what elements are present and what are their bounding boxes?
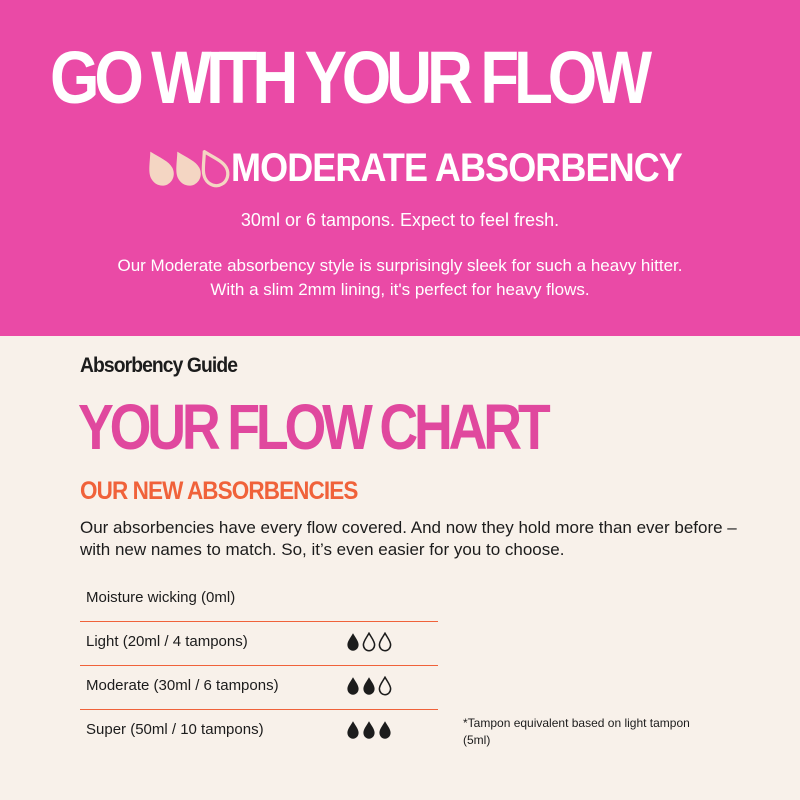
absorbency-row [80,622,438,666]
absorbency-row-label: Light (20ml / 4 tampons) [86,633,248,650]
absorbency-row-label: Moderate (30ml / 6 tampons) [86,677,279,694]
drop-outline-icon [378,676,392,696]
drop-filled-icon [362,676,376,696]
drop-filled-icon [362,720,376,740]
hero-title: GO WITH YOUR FLOW [50,36,647,119]
drop-filled-icon [346,676,360,696]
absorbency-description: Our Moderate absorbency style is surprisingly sleek for such a heavy hitter. With a slim 2mm lining, it's perfect for heavy flows. [117,256,683,299]
absorbency-row [80,578,438,622]
guide-label: Absorbency Guide [80,354,238,377]
absorbency-row [80,666,438,710]
drop-outline-icon [378,632,392,652]
absorbency-row-label: Moisture wicking (0ml) [86,589,236,606]
drop-filled-icon [346,720,360,740]
drop-filled-icon [346,632,360,652]
drop-outline-icon [362,632,376,652]
hero-banner [0,0,800,336]
absorbency-level-title: MODERATE ABSORBENCY [231,145,682,190]
absorbency-table [80,578,438,754]
absorbency-row-label: Super (50ml / 10 tampons) [86,721,264,738]
absorbency-level-heading [144,145,732,191]
absorbency-tagline: 30ml or 6 tampons. Expect to feel fresh. [240,210,560,230]
absorbency-row-drops [346,676,394,696]
flow-chart-title: YOUR FLOW CHART [78,391,547,463]
absorbency-drops [144,148,225,188]
absorbency-row-drops [346,720,394,740]
section-title: OUR NEW ABSORBENCIES [80,477,358,505]
drop-outline-icon [190,143,235,192]
absorbency-row-drops [346,632,394,652]
footnote: *Tampon equivalent based on light tampon (5ml) [463,716,690,747]
drop-filled-icon [378,720,392,740]
absorbency-row [80,710,438,754]
guide-body-text: Our absorbencies have every flow covered. And now they hold more than ever before – with new names to match. So, it’s even easier for you to choose. [80,518,737,559]
